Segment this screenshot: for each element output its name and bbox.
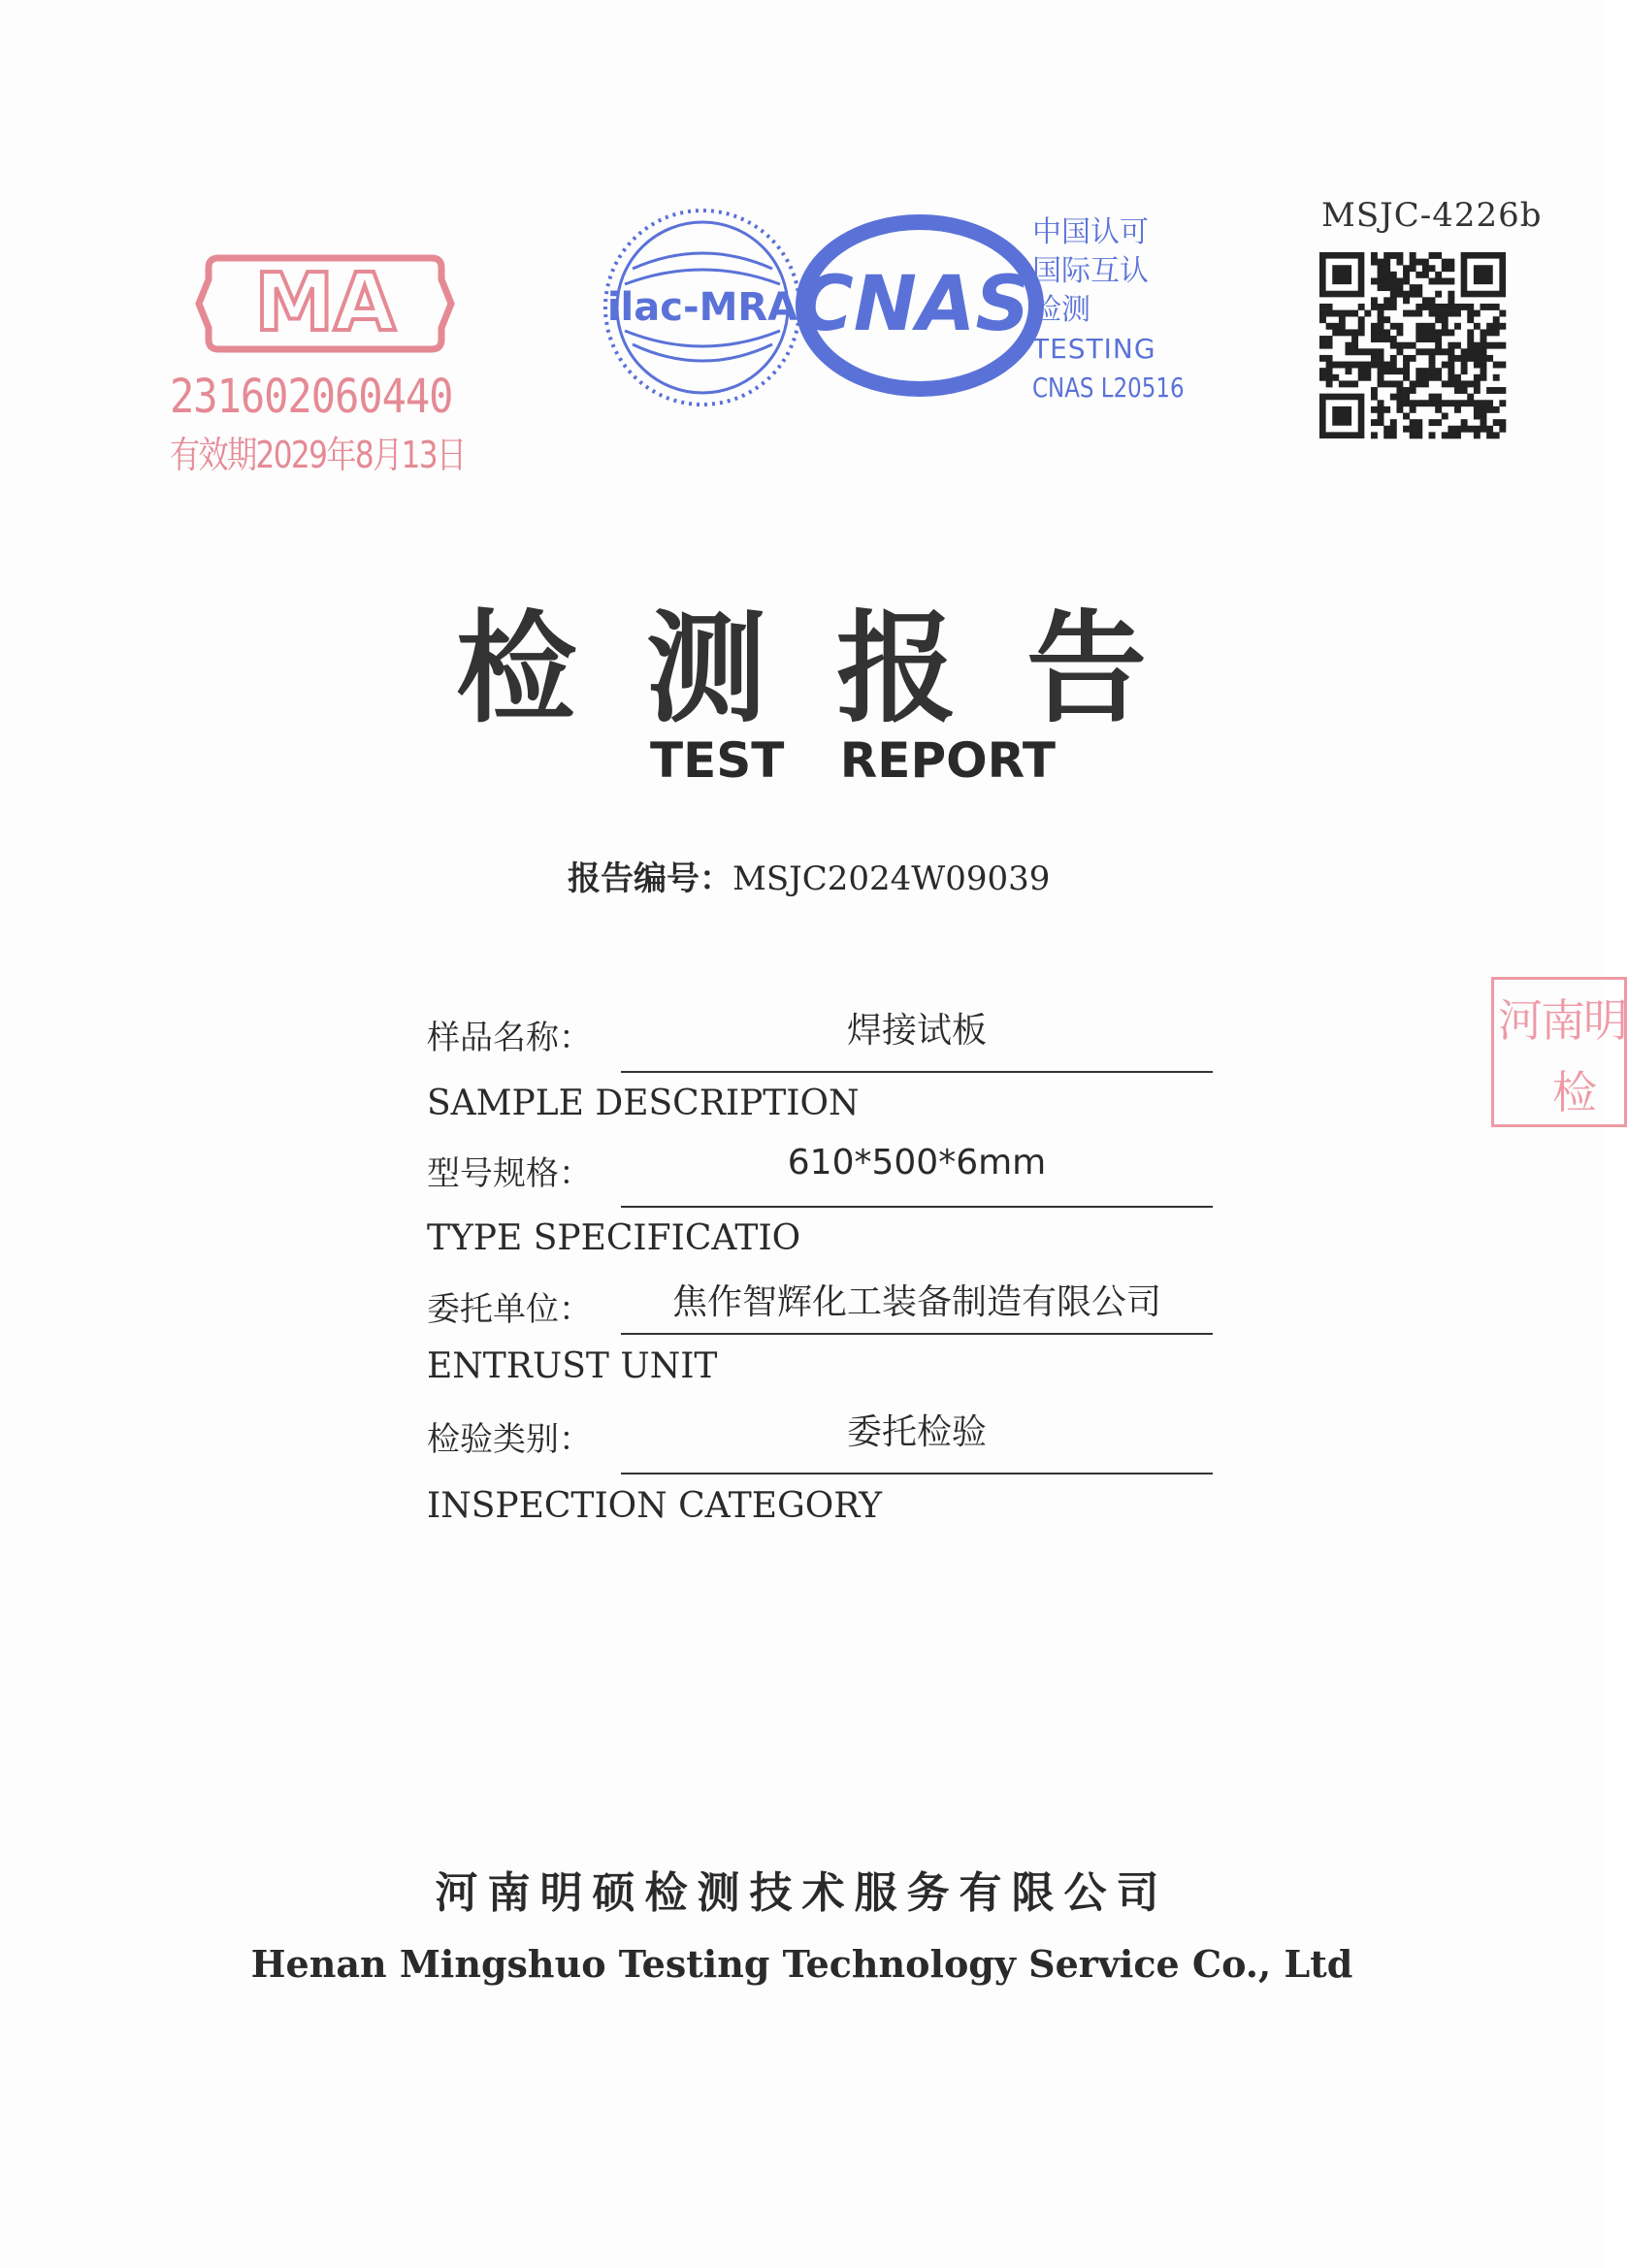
edge-stamp-line-1: 河南明 xyxy=(1498,994,1626,1047)
edge-stamp-line-2: 检 xyxy=(1552,1066,1597,1118)
inspection-category-label-en: INSPECTION CATEGORY xyxy=(427,1486,883,1526)
ilac-logo-text: ilac-MRA xyxy=(606,285,798,330)
type-spec-label-en: TYPE SPECIFICATIO xyxy=(427,1218,801,1258)
inspection-category-value: 委托检验 xyxy=(846,1412,987,1452)
cma-logo-text: MA xyxy=(254,257,396,349)
cma-validity: 有效期2029年8月13日 xyxy=(170,434,466,476)
cnas-line-5: CNAS L20516 xyxy=(1032,372,1185,404)
cnas-line-4: TESTING xyxy=(1032,333,1156,365)
report-number-label: 报告编号： xyxy=(568,859,732,898)
report-number xyxy=(568,852,1050,899)
sample-name-label: 样品名称： xyxy=(427,1019,592,1057)
title-chinese: 检测报告 xyxy=(456,599,1218,739)
qr-code-icon xyxy=(1319,252,1506,438)
cma-stamp xyxy=(170,241,490,483)
company-name-chinese: 河南明硕检测技术服务有限公司 xyxy=(435,1868,1169,1918)
report-number-value: MSJC2024W09039 xyxy=(732,859,1051,898)
type-spec-value: 610*500*6mm xyxy=(787,1143,1047,1183)
cnas-line-2: 国际互认 xyxy=(1032,254,1149,288)
type-spec-label: 型号规格： xyxy=(427,1154,592,1193)
cnas-line-1: 中国认可 xyxy=(1032,215,1149,249)
edge-seal-stamp xyxy=(1491,977,1627,1127)
entrust-unit-label: 委托单位： xyxy=(427,1290,592,1329)
sample-name-value: 焊接试板 xyxy=(846,1011,987,1051)
cnas-caption xyxy=(1032,213,1218,407)
title-english: TEST REPORT xyxy=(650,732,1056,789)
cma-number: 231602060440 xyxy=(170,369,453,424)
document-code: MSJC-4226b xyxy=(1321,196,1543,235)
entrust-unit-underline xyxy=(621,1333,1213,1335)
sample-name-underline xyxy=(621,1071,1213,1073)
cma-logo-icon xyxy=(199,241,451,367)
inspection-category-label: 检验类别： xyxy=(427,1420,592,1459)
cnas-logo-icon xyxy=(797,222,1036,389)
ilac-logo-icon xyxy=(605,211,799,405)
inspection-category-underline xyxy=(621,1473,1213,1474)
entrust-unit-value: 焦作智辉化工装备制造有限公司 xyxy=(671,1282,1161,1322)
cnas-line-3: 检测 xyxy=(1032,293,1090,327)
company-name-english: Henan Mingshuo Testing Technology Service Co., Ltd xyxy=(250,1942,1353,1986)
type-spec-underline xyxy=(621,1206,1213,1208)
sample-name-label-en: SAMPLE DESCRIPTION xyxy=(427,1084,860,1123)
cnas-logo-text: CNAS xyxy=(797,261,1030,348)
entrust-unit-label-en: ENTRUST UNIT xyxy=(427,1346,718,1386)
